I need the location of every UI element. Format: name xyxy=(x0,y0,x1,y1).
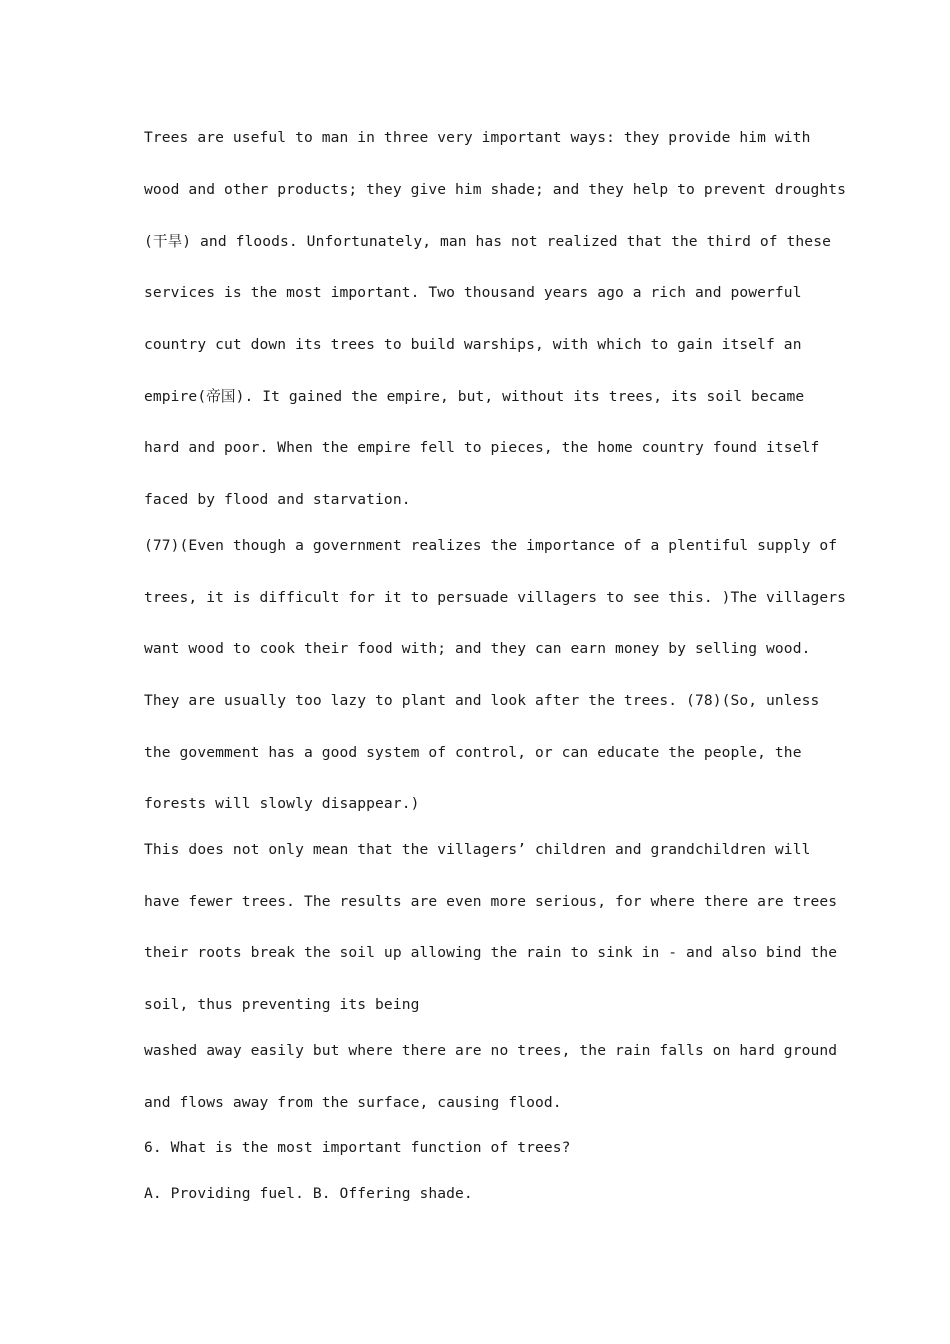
text-line: the govemment has a good system of control, or can educate the people, the xyxy=(144,744,802,761)
text-line: trees, it is difficult for it to persuade villagers to see this. )The villagers xyxy=(144,589,847,606)
text-line: (77)(Even though a government realizes the importance of a plentiful supply of xyxy=(144,537,838,554)
text-line: Trees are useful to man in three very important ways: they provide him with xyxy=(144,129,811,146)
text-line: country cut down its trees to build warships, with which to gain itself an xyxy=(144,336,802,353)
text-line: have fewer trees. The results are even more serious, for where there are trees xyxy=(144,893,838,910)
text-line: want wood to cook their food with; and they can earn money by selling wood. xyxy=(144,640,811,657)
text-line: forests will slowly disappear.) xyxy=(144,795,420,812)
text-line: empire(帝国). It gained the empire, but, without its trees, its soil became xyxy=(144,388,805,405)
text-line: This does not only mean that the villagers’ children and grandchildren will xyxy=(144,841,811,858)
text-line: wood and other products; they give him shade; and they help to prevent droughts xyxy=(144,181,847,198)
text-line: services is the most important. Two thousand years ago a rich and powerful xyxy=(144,284,802,301)
text-line: soil, thus preventing its being xyxy=(144,996,420,1013)
text-line: their roots break the soil up allowing the rain to sink in - and also bind the xyxy=(144,944,838,961)
text-line: washed away easily but where there are no trees, the rain falls on hard ground xyxy=(144,1042,838,1059)
text-line: and flows away from the surface, causing flood. xyxy=(144,1094,562,1111)
text-line: faced by flood and starvation. xyxy=(144,491,411,508)
text-line: (干旱) and floods. Unfortunately, man has not realized that the third of these xyxy=(144,233,831,250)
question-text: 6. What is the most important function of trees? xyxy=(144,1139,571,1156)
text-line: hard and poor. When the empire fell to pieces, the home country found itself xyxy=(144,439,820,456)
text-line: They are usually too lazy to plant and look after the trees. (78)(So, unless xyxy=(144,692,820,709)
answer-options: A. Providing fuel. B. Offering shade. xyxy=(144,1185,473,1202)
